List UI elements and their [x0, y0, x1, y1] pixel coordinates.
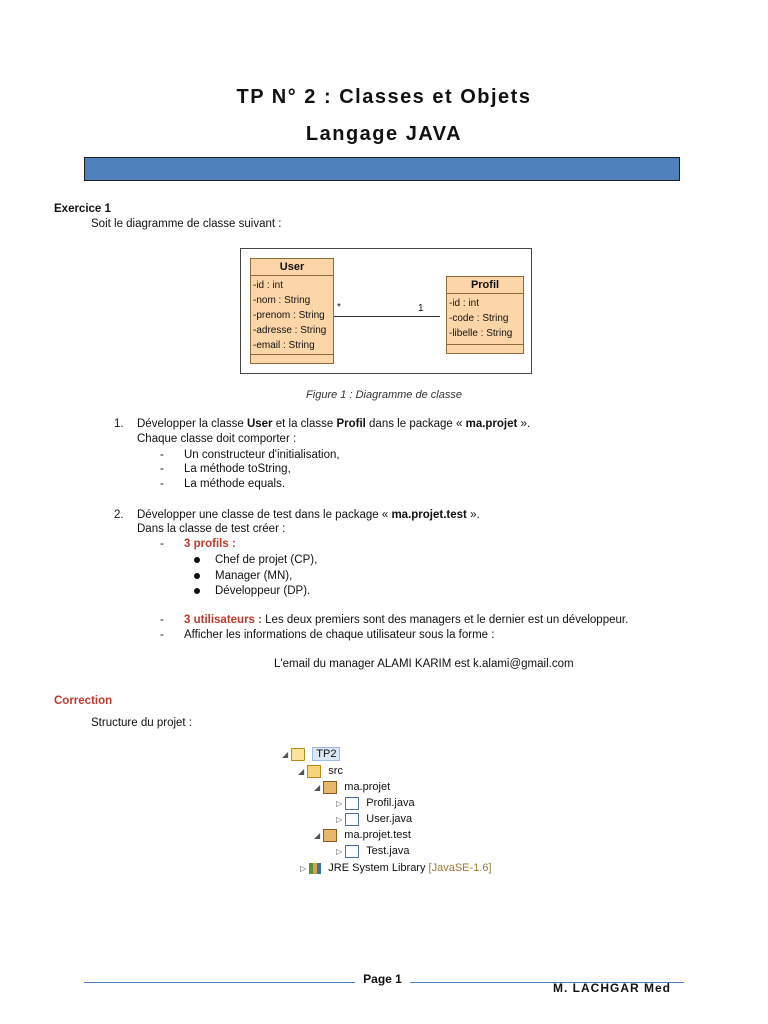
page-title: TP N° 2 : Classes et Objets [236, 86, 532, 108]
uml-attribute: -email : String [253, 340, 315, 351]
list-item: Développeur (DP). [215, 585, 311, 597]
tree-item-project[interactable] [282, 747, 340, 762]
task-2-number: 2. [114, 509, 124, 521]
profils-label: 3 profils : [184, 538, 236, 550]
exercise-intro: Soit le diagramme de classe suivant : [91, 218, 282, 230]
tree-item-file[interactable] [336, 844, 410, 859]
uml-class-profil [446, 276, 524, 354]
tree-label: User.java [366, 813, 413, 825]
uml-class-user [250, 258, 334, 364]
uml-class-profil-attributes [447, 294, 523, 341]
tree-label: src [328, 765, 343, 777]
list-item: Chef de projet (CP), [215, 554, 318, 566]
tree-version-label: [JavaSE-1.6] [428, 862, 492, 874]
java-file-icon [345, 813, 359, 826]
dash-marker: - [160, 538, 164, 550]
list-item: Un constructeur d'initialisation, [184, 449, 340, 461]
uml-attribute: -id : int [449, 298, 480, 309]
task-1-text-part: et la classe [272, 418, 337, 430]
task-2-text [137, 508, 480, 523]
multiplicity-profil: 1 [418, 303, 424, 314]
multiplicity-user: * [337, 302, 341, 313]
class-diagram [240, 248, 532, 374]
tree-item-src[interactable] [298, 764, 343, 779]
page-number: Page 1 [355, 967, 410, 991]
exercise-heading: Exercice 1 [54, 203, 111, 215]
uml-attribute: -libelle : String [449, 328, 513, 339]
expand-arrow-icon[interactable]: ◢ [314, 831, 321, 840]
task-1-number: 1. [114, 418, 124, 430]
tree-label: JRE System Library [328, 862, 426, 874]
class-name-user: User [246, 418, 273, 430]
uml-class-user-name: User [251, 259, 333, 276]
collapse-arrow-icon[interactable]: ▷ [336, 799, 343, 808]
tree-item-package[interactable] [314, 780, 390, 795]
package-name: ma.projet.test [391, 509, 467, 521]
uml-class-profil-methods [447, 344, 523, 353]
java-file-icon [345, 797, 359, 810]
uml-attribute: -adresse : String [253, 325, 327, 336]
list-item: La méthode toString, [184, 463, 291, 475]
task-1-text-part: dans le package « [365, 418, 466, 430]
project-tree [282, 745, 512, 880]
bullet-marker [194, 588, 200, 594]
uml-class-user-methods [251, 354, 333, 363]
tree-item-package[interactable] [314, 828, 411, 843]
structure-label: Structure du projet : [91, 717, 192, 729]
title-banner [84, 157, 680, 181]
package-icon [323, 829, 337, 842]
expand-arrow-icon[interactable]: ◢ [298, 767, 305, 776]
page-subtitle: Langage JAVA [305, 123, 463, 145]
tree-label: ma.projet.test [344, 829, 411, 841]
task-2-text-part: Développer une classe de test dans le package « [137, 509, 392, 521]
library-icon [309, 863, 321, 874]
collapse-arrow-icon[interactable]: ▷ [336, 815, 343, 824]
task-1-subtitle: Chaque classe doit comporter : [137, 433, 297, 445]
collapse-arrow-icon[interactable]: ▷ [336, 847, 343, 856]
dash-marker: - [160, 614, 164, 626]
figure-caption: Figure 1 : Diagramme de classe [306, 389, 462, 401]
tree-label: TP2 [312, 747, 340, 761]
class-name-profil: Profil [336, 418, 366, 430]
uml-attribute: -id : int [253, 280, 284, 291]
users-text: Les deux premiers sont des managers et le dernier est un développeur. [261, 614, 629, 626]
collapse-arrow-icon[interactable]: ▷ [300, 864, 307, 873]
task-1-text-part: Développer la classe [137, 418, 247, 430]
users-line [184, 613, 628, 628]
uml-class-user-attributes [251, 276, 333, 353]
tree-item-file[interactable] [336, 812, 412, 827]
package-icon [323, 781, 337, 794]
expand-arrow-icon[interactable]: ◢ [314, 783, 321, 792]
source-folder-icon [307, 765, 321, 778]
project-folder-icon [291, 748, 305, 761]
tree-label: Test.java [366, 845, 410, 857]
tree-label: Profil.java [366, 797, 415, 809]
users-label: 3 utilisateurs : [184, 614, 262, 626]
uml-attribute: -code : String [449, 313, 509, 324]
dash-marker: - [160, 463, 164, 475]
tree-item-library[interactable] [300, 861, 492, 876]
package-name: ma.projet [465, 418, 518, 430]
task-2-text-part: ». [466, 509, 480, 521]
list-item: Manager (MN), [215, 570, 293, 582]
task-1-text [137, 417, 530, 432]
footer-author: M. LACHGAR Med [553, 981, 671, 995]
list-item: La méthode equals. [184, 478, 286, 490]
java-file-icon [345, 845, 359, 858]
tree-item-file[interactable] [336, 796, 415, 811]
expand-arrow-icon[interactable]: ◢ [282, 750, 289, 759]
dash-marker: - [160, 629, 164, 641]
dash-marker: - [160, 449, 164, 461]
tree-label: ma.projet [344, 781, 391, 793]
task-1-text-part: ». [517, 418, 531, 430]
correction-heading: Correction [54, 695, 113, 707]
display-instruction: Afficher les informations de chaque utilisateur sous la forme : [184, 629, 495, 641]
bullet-marker [194, 557, 200, 563]
dash-marker: - [160, 478, 164, 490]
uml-attribute: -prenom : String [253, 310, 325, 321]
association-line [334, 316, 440, 317]
example-output: L'email du manager ALAMI KARIM est k.alami@gmail.com [274, 658, 574, 670]
task-2-subtitle: Dans la classe de test créer : [137, 523, 286, 535]
uml-attribute: -nom : String [253, 295, 311, 306]
bullet-marker [194, 573, 200, 579]
uml-class-profil-name: Profil [447, 277, 523, 294]
